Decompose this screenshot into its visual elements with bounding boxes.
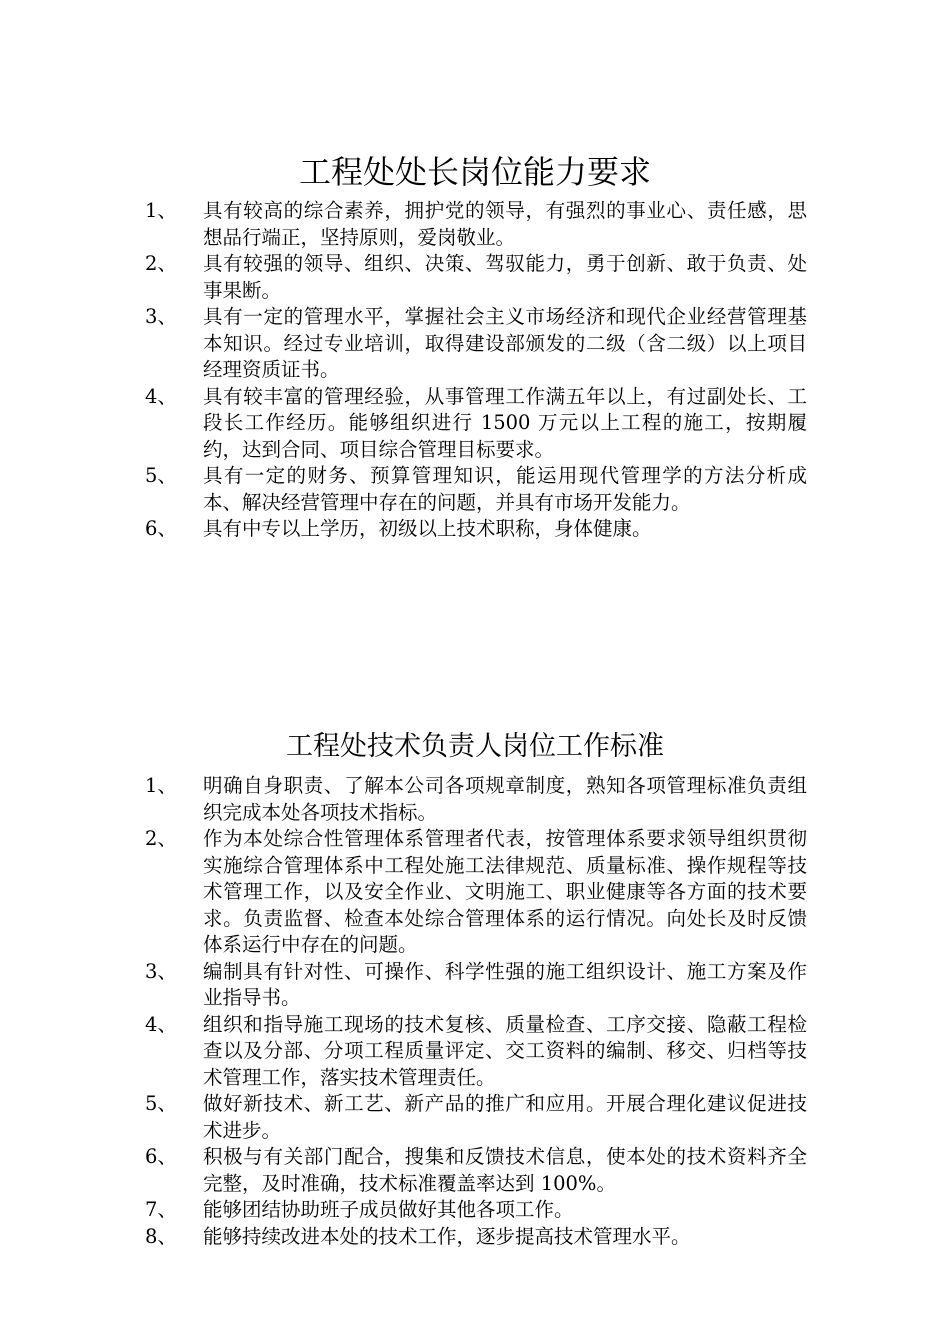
item-number: 7、 <box>145 1198 177 1221</box>
item-number: 5、 <box>145 1092 177 1115</box>
item-text: 做好新技术、新工艺、新产品的推广和应用。开展合理化建议促进技术进步。 <box>203 1092 807 1142</box>
item-number: 1、 <box>145 199 177 222</box>
item-text: 具有一定的财务、预算管理知识，能运用现代管理学的方法分析成本、解决经营管理中存在的问题，并具有市场开发能力。 <box>203 464 807 514</box>
list-item <box>0 959 807 1012</box>
list-item <box>0 463 807 516</box>
item-number: 4、 <box>145 1012 177 1036</box>
item-text: 具有一定的管理水平，掌握社会主义市场经济和现代企业经营管理基本知识。经过专业培训，取得建设部颁发的二级（含二级）以上项目经理资质证书。 <box>203 305 807 381</box>
item-text: 能够持续改进本处的技术工作，逐步提高技术管理水平。 <box>203 1224 691 1248</box>
section-technical-lead-standards <box>0 727 950 1250</box>
item-number: 4、 <box>145 384 177 408</box>
list-item <box>0 384 807 464</box>
list-item <box>0 198 807 251</box>
section-director-requirements <box>0 150 950 543</box>
item-text: 作为本处综合性管理体系管理者代表，按管理体系要求领导组织贯彻实施综合管理体系中工程处施工法律规范、质量标准、操作规程等技术管理工作，以及安全作业、文明施工、职业健康等各方面的技术要求。负责监督、检查本处综合管理体系的运行情况。向处长及时反馈体系运行中存在的问题。 <box>203 827 807 956</box>
item-text: 具有中专以上学历，初级以上技术职称，身体健康。 <box>203 517 652 540</box>
item-number: 6、 <box>145 517 177 540</box>
requirements-list <box>0 198 950 543</box>
item-number: 1、 <box>145 774 177 797</box>
item-number: 3、 <box>145 305 177 328</box>
item-number: 2、 <box>145 827 177 850</box>
list-item <box>0 1144 807 1197</box>
list-item <box>0 1012 807 1092</box>
list-item <box>0 1197 807 1224</box>
list-item <box>0 773 807 826</box>
item-text: 编制具有针对性、可操作、科学性强的施工组织设计、施工方案及作业指导书。 <box>203 959 807 1009</box>
list-item <box>0 826 807 959</box>
item-text: 积极与有关部门配合，搜集和反馈技术信息，使本处的技术资料齐全完整，及时准确，技术标准覆盖率达到 100%。 <box>203 1145 807 1195</box>
item-number: 6、 <box>145 1145 177 1168</box>
item-number: 8、 <box>145 1224 177 1248</box>
section-title: 工程处技术负责人岗位工作标准 <box>286 731 664 762</box>
item-number: 2、 <box>145 252 177 275</box>
item-text: 能够团结协助班子成员做好其他各项工作。 <box>203 1198 574 1221</box>
item-text: 明确自身职责、了解本公司各项规章制度，熟知各项管理标准负责组织完成本处各项技术指标。 <box>203 774 807 824</box>
list-item <box>0 251 807 304</box>
list-item <box>0 304 807 384</box>
item-text: 组织和指导施工现场的技术复核、质量检查、工序交接、隐蔽工程检查以及分部、分项工程质量评定、交工资料的编制、移交、归档等技术管理工作，落实技术管理责任。 <box>203 1012 807 1089</box>
item-text: 具有较丰富的管理经验，从事管理工作满五年以上，有过副处长、工段长工作经历。能够组织进行 1500 万元以上工程的施工，按期履约，达到合同、项目综合管理目标要求。 <box>203 384 807 461</box>
list-item <box>0 1091 807 1144</box>
item-text: 具有较高的综合素养，拥护党的领导，有强烈的事业心、责任感，思想品行端正，坚持原则，爱岗敬业。 <box>203 199 807 249</box>
item-text: 具有较强的领导、组织、决策、驾驭能力，勇于创新、敢于负责、处事果断。 <box>203 252 807 302</box>
list-item <box>0 516 807 543</box>
item-number: 3、 <box>145 959 177 983</box>
section-title: 工程处处长岗位能力要求 <box>298 153 651 191</box>
standards-list <box>0 773 950 1250</box>
list-item <box>0 1224 807 1251</box>
item-number: 5、 <box>145 464 177 487</box>
